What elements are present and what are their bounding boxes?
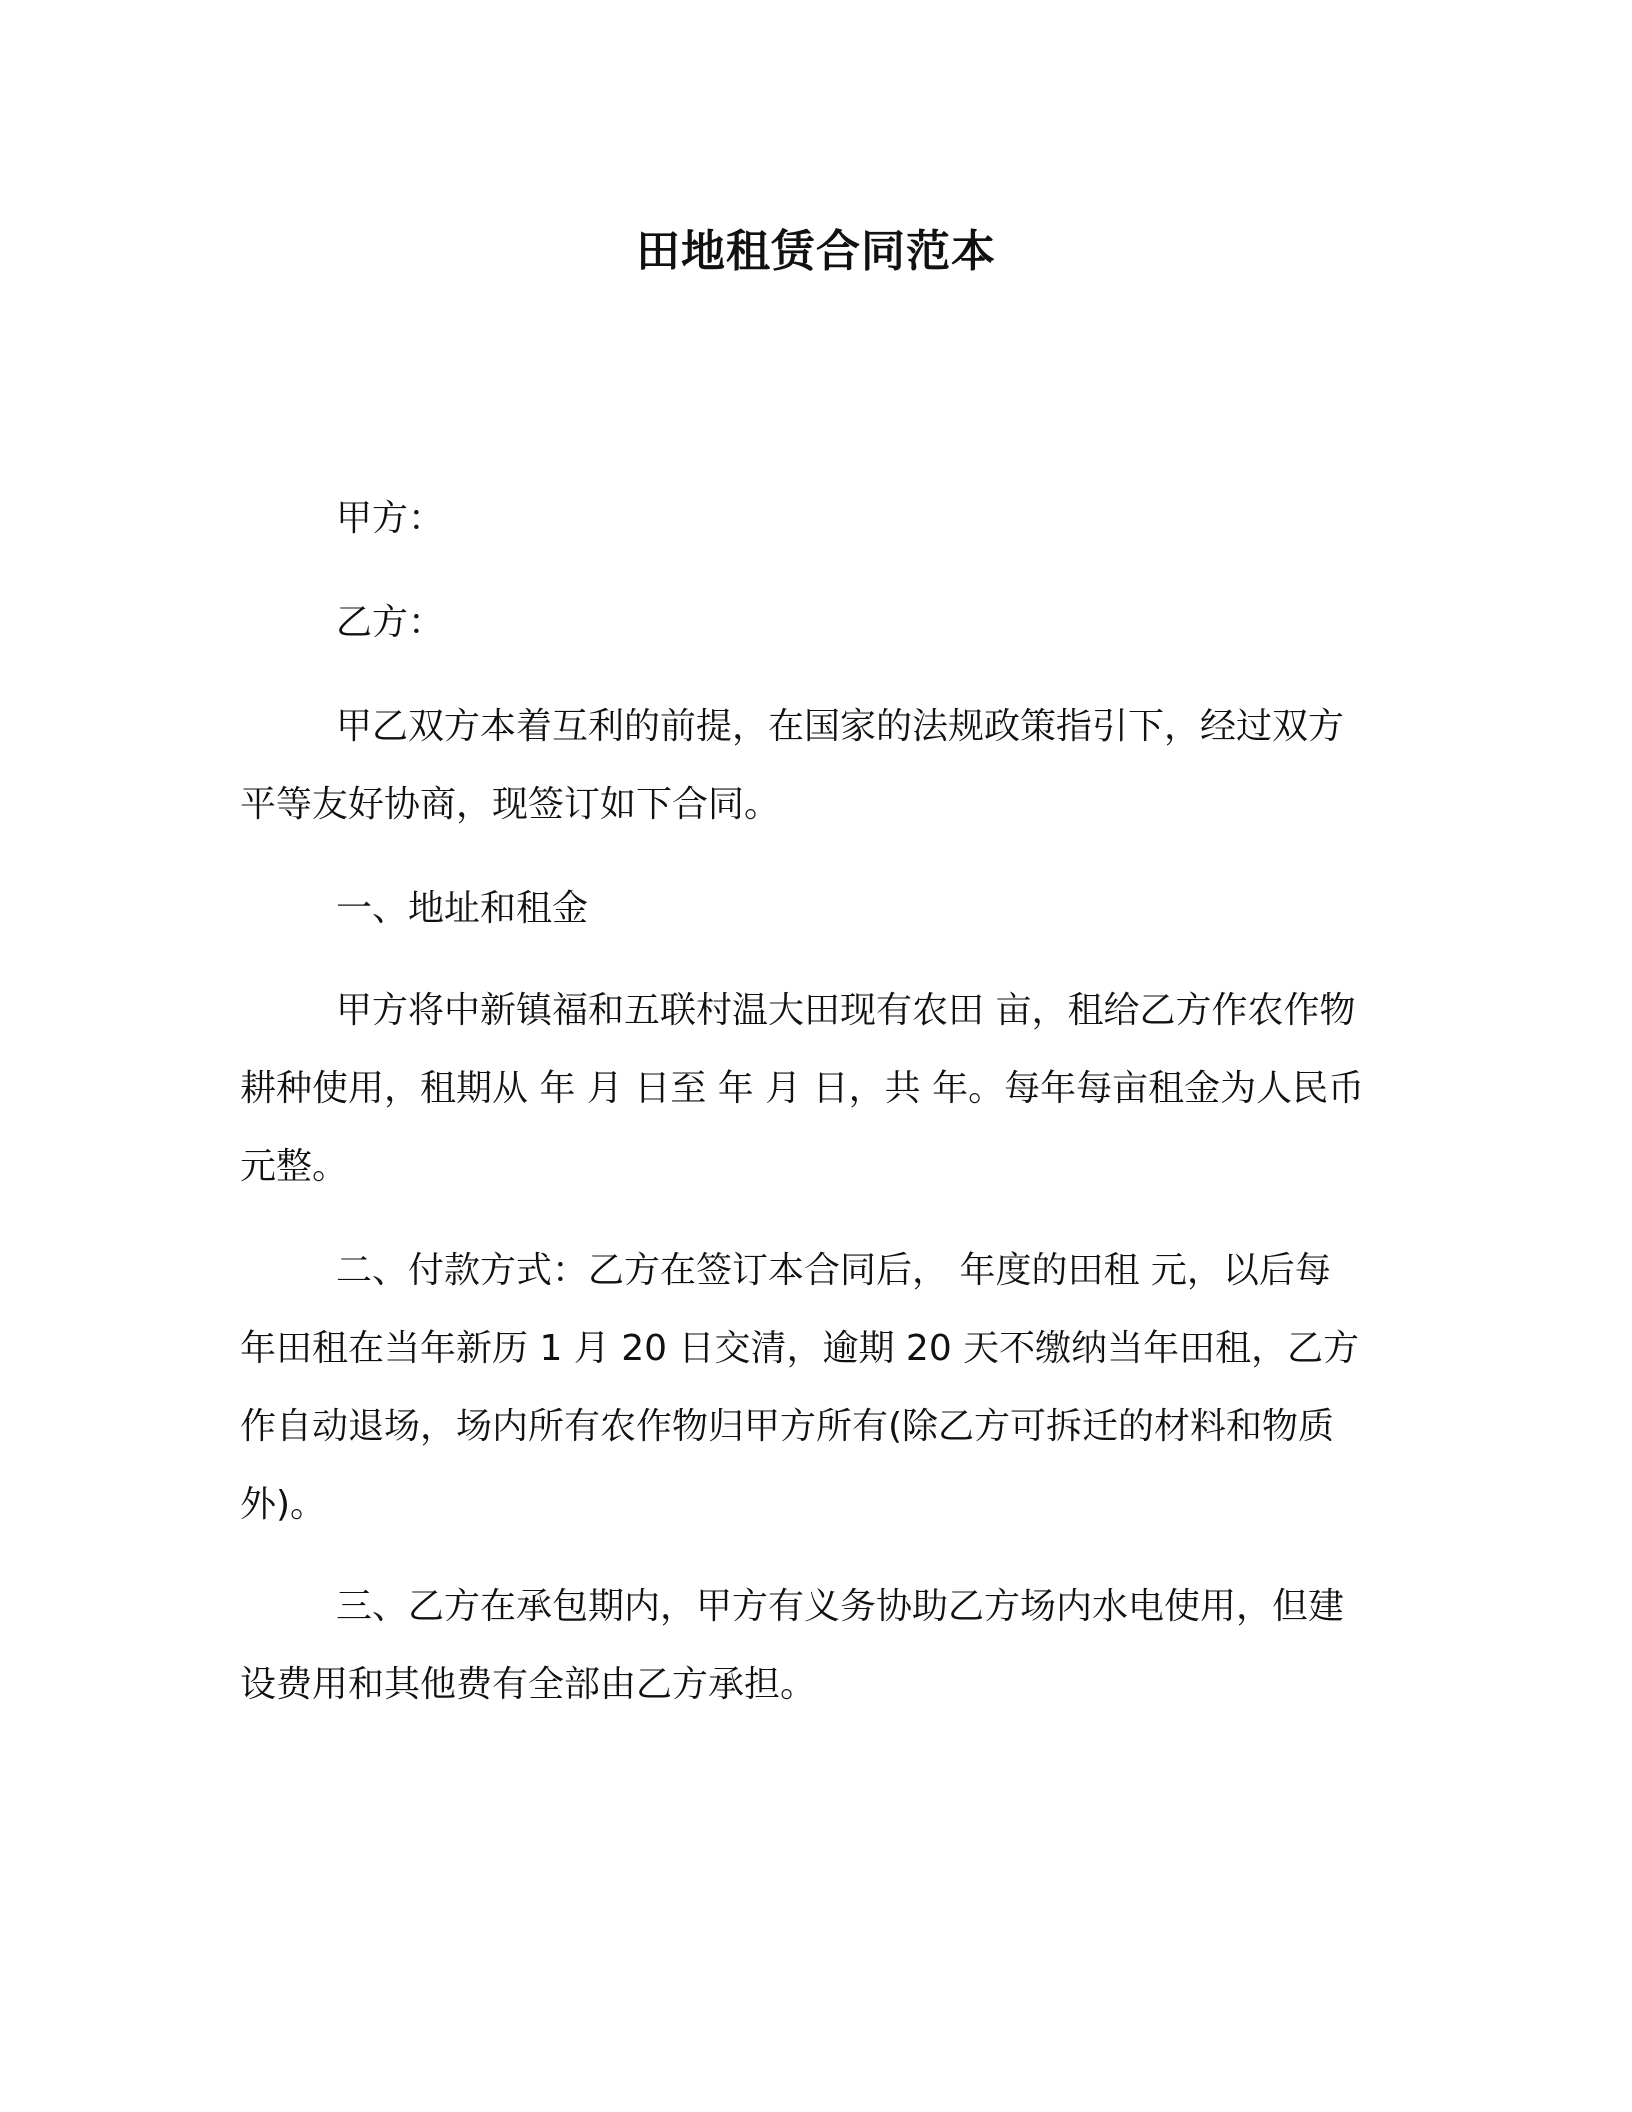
section3-line-1: 三、乙方在承包期内，甲方有义务协助乙方场内水电使用，但建 <box>336 1586 1345 1627</box>
section1-line-1: 甲方将中新镇福和五联村温大田现有农田 亩，租给乙方作农作物 <box>336 990 1356 1031</box>
document-title: 田地租赁合同范本 <box>636 226 996 277</box>
section1-heading <box>240 870 1392 948</box>
section1-line-2: 耕种使用，租期从 年 月 日至 年 月 日，共 年。每年每亩租金为人民币 <box>240 1068 1365 1109</box>
party-a-label <box>240 480 1392 558</box>
section2-line-4: 外)。 <box>240 1484 327 1525</box>
party-b-text: 乙方： <box>336 602 445 643</box>
section3-paragraph <box>240 1568 1392 1724</box>
section2-paragraph <box>240 1232 1392 1544</box>
section1-line-3: 元整。 <box>240 1146 349 1187</box>
section2-line-2: 年田租在当年新历 1 月 20 日交清，逾期 20 天不缴纳当年田租，乙方 <box>240 1328 1360 1369</box>
section1-paragraph <box>240 972 1392 1206</box>
party-a-text: 甲方： <box>336 498 445 539</box>
party-b-label <box>240 584 1392 662</box>
section1-heading-text: 一、地址和租金 <box>336 888 589 929</box>
section3-line-2: 设费用和其他费有全部由乙方承担。 <box>240 1664 817 1705</box>
section2-line-3: 作自动退场，场内所有农作物归甲方所有(除乙方可拆迁的材料和物质 <box>240 1406 1335 1447</box>
intro-line-1: 甲乙双方本着互利的前提，在国家的法规政策指引下，经过双方 <box>336 706 1345 747</box>
intro-line-2: 平等友好协商，现签订如下合同。 <box>240 784 781 825</box>
intro-paragraph <box>240 688 1392 844</box>
section2-line-1: 二、付款方式：乙方在签订本合同后， 年度的田租 元，以后每 <box>336 1250 1331 1291</box>
